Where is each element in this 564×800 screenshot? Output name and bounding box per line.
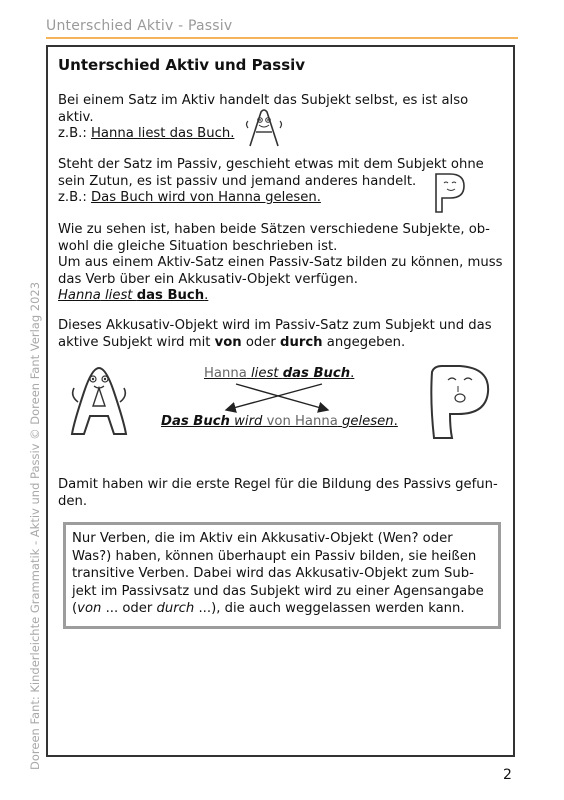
paragraph-subjekte: Wie zu sehen ist, haben beide Sätzen verschiedene Subjekte, ob- wohl die gleiche Situation beschrieben ist. Um aus einem Aktiv-Satz einen Passiv-Satz bilden zu können, muss das Verb über ein Akkusativ-Objekt verfügen. Hanna liest das Buch. [58, 222, 503, 303]
paragraph-passiv: Steht der Satz im Passiv, geschieht etwas mit dem Subjekt ohne sein Zutun, es ist passiv und jemand anderes handelt. z.B.: Das Buch wird von Hanna gelesen. [58, 157, 484, 205]
example-passiv: Das Buch wird von Hanna gelesen. [91, 190, 321, 205]
paragraph-akkusativ: Dieses Akkusativ-Objekt wird im Passiv-Satz zum Subjekt und das aktive Subjekt wird mit von oder durch angegeben. [58, 318, 492, 350]
page-title: Unterschied Aktiv und Passiv [58, 56, 306, 74]
diagram-cross-arrows [220, 382, 340, 416]
paragraph-regel-intro: Damit haben wir die erste Regel für die Bildung des Passivs gefun- den. [58, 477, 498, 509]
letter-a-mascot-large-icon [64, 362, 134, 438]
letter-a-mascot-small-icon [244, 106, 284, 150]
example-aktiv: Hanna liest das Buch. [91, 126, 235, 141]
page-header-title: Unterschied Aktiv - Passiv [46, 18, 233, 34]
letter-p-mascot-large-icon [424, 362, 494, 442]
diagram-aktiv-sentence: Hanna liest das Buch. [204, 366, 355, 381]
rule-text: Nur Verben, die im Aktiv ein Akkusativ-Objekt (Wen? oder Was?) haben, können überhaupt ein Passiv bilden, sie heißen transitive Verben. Dabei wird das Akkusativ-Objekt zum Sub- jekt im Passivsatz und das Subjekt wird zu einer Agensangabe (von ... oder durch ...), die auch weggelassen werden kann. [72, 531, 484, 616]
paragraph-aktiv: Bei einem Satz im Aktiv handelt das Subjekt selbst, es ist also aktiv. z.B.: Hanna liest das Buch. [58, 93, 469, 141]
page-number: 2 [503, 767, 512, 783]
side-copyright: Doreen Fant: Kinderleichte Grammatik - Aktiv und Passiv © Doreen Fant Verlag 2023 [28, 281, 42, 770]
letter-p-mascot-small-icon [428, 170, 468, 214]
header-divider [46, 37, 518, 39]
example-akkusativ: Hanna liest das Buch. [58, 288, 209, 303]
diagram-passiv-sentence: Das Buch wird von Hanna gelesen. [161, 414, 398, 429]
